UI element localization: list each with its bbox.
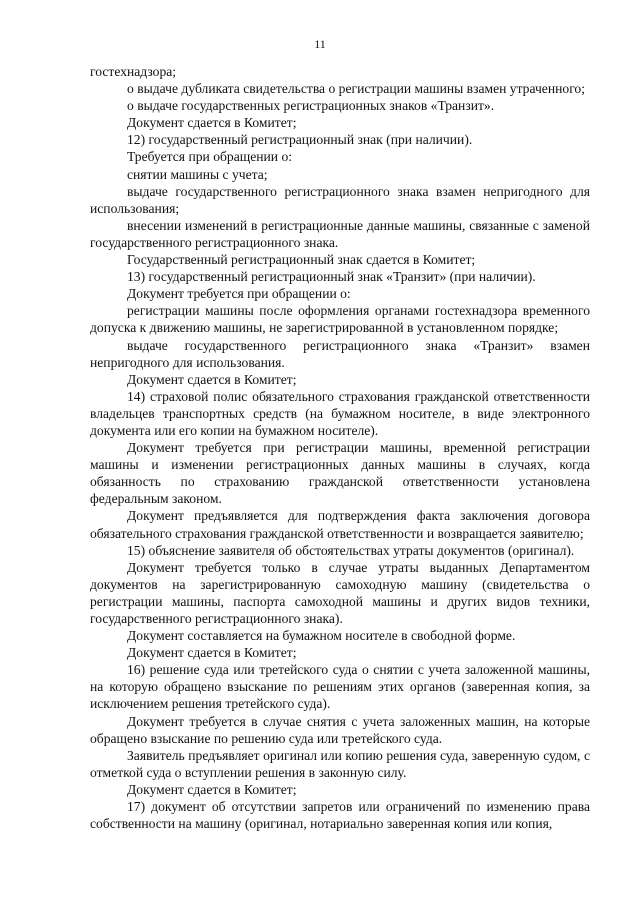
paragraph: выдаче государственного регистрационного знака «Транзит» взамен непригодного для использования. [90,337,590,370]
paragraph: внесении изменений в регистрационные данные машины, связанные с заменой государственного регистрационного знака. [90,217,590,250]
paragraph: 14) страховой полис обязательного страхования гражданской ответственности владельцев транспортных средств (на бумажном носителе, в виде электронного документа или его копии на бумажном носителе). [90,388,590,438]
paragraph: Документ требуется при регистрации машины, временной регистрации машины и изменении регистрационных данных машины в случаях, когда обязанность по страхованию гражданской ответственности установлена федеральным законом. [90,440,590,507]
paragraph: Требуется при обращении о: [127,149,293,165]
paragraph: Документ требуется в случае снятия с учета заложенных машин, на которые обращено взыскание по решению суда или третейского суда. [90,713,590,746]
paragraph: Документ предъявляется для подтверждения факта заключения договора обязательного страхования гражданской ответственности и возвращается заявителю; [90,508,590,541]
paragraph: 17) документ об отсутствии запретов или ограничений по изменению права собственности на машину (оригинал, нотариально заверенная копия или копия, [90,799,590,832]
paragraph: Документ сдается в Комитет; [127,115,297,131]
body-text [90,63,590,832]
page-number: 11 [314,37,326,51]
paragraph: Документ сдается в Комитет; [127,371,297,387]
paragraph: 13) государственный регистрационный знак «Транзит» (при наличии). [127,269,536,285]
paragraph: Документ требуется только в случае утраты выданных Департаментом документов на зарегистрированную самоходную машину (свидетельства о регистрации машины, паспорта самоходной машины и других видов техники, государственного регистрационного знака). [90,559,590,626]
paragraph: о выдаче государственных регистрационных знаков «Транзит». [127,98,495,114]
paragraph: 15) объяснение заявителя об обстоятельствах утраты документов (оригинал). [127,542,575,558]
paragraph: Документ сдается в Комитет; [127,781,297,797]
paragraph: Документ составляется на бумажном носителе в свободной форме. [127,628,516,644]
paragraph: снятии машины с учета; [127,166,268,182]
paragraph: о выдаче дубликата свидетельства о регистрации машины взамен утраченного; [127,81,585,97]
paragraph: 16) решение суда или третейского суда о снятии с учета заложенной машины, на которую обращено взыскание по решениям этих органов (заверенная копия, за исключением решения третейского суда). [90,662,590,712]
paragraph: выдаче государственного регистрационного знака взамен непригодного для использования; [90,183,590,216]
paragraph: регистрации машины после оформления органами гостехнадзора временного допуска к движению машины, не зарегистрированной в установленном порядке; [90,303,590,336]
paragraph: Документ требуется при обращении о: [127,286,351,302]
paragraph: гостехнадзора; [90,64,177,79]
paragraph: Документ сдается в Комитет; [127,645,297,661]
paragraph: 12) государственный регистрационный знак (при наличии). [127,132,473,148]
paragraph: Государственный регистрационный знак сдается в Комитет; [127,252,476,268]
paragraph: Заявитель предъявляет оригинал или копию решения суда, заверенную судом, с отметкой суда о вступлении решения в законную силу. [90,747,590,780]
